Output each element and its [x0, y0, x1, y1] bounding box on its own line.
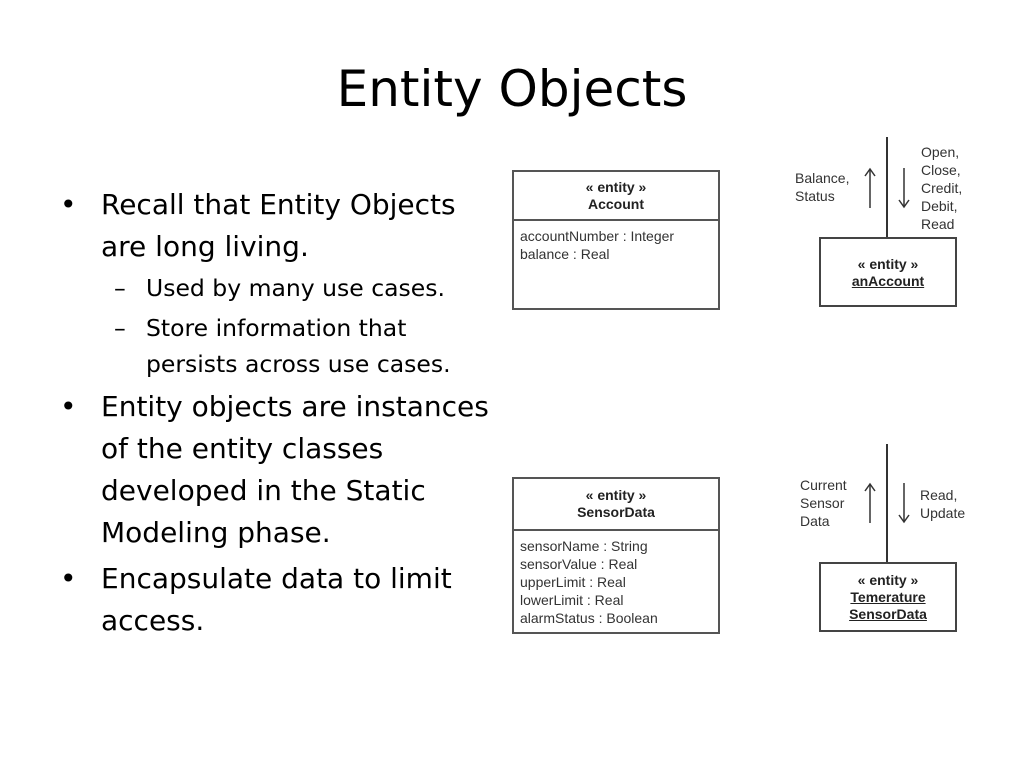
message-line: Data [800, 513, 830, 529]
class-header [514, 172, 718, 221]
bullet-item [56, 184, 496, 268]
class-attribute: sensorValue : Real [520, 556, 638, 572]
message-line: Read, [920, 487, 958, 503]
bullet-item [56, 386, 496, 554]
up-arrow-icon [864, 168, 876, 208]
class-attribute: upperLimit : Real [520, 574, 626, 590]
bullet-dot: • [60, 562, 77, 595]
lifeline [886, 137, 888, 238]
bullet-text: Encapsulate data to limit access. [101, 562, 452, 637]
class-header [514, 479, 718, 531]
incoming-message-label [800, 476, 847, 530]
lifeline [886, 444, 888, 563]
message-line: Sensor [800, 495, 845, 511]
class-attribute: alarmStatus : Boolean [520, 610, 658, 626]
class-attributes [514, 531, 718, 627]
message-line: Balance, [795, 170, 850, 186]
message-line: Update [920, 505, 966, 521]
bullet-list [56, 184, 496, 642]
message-line: Credit, [921, 180, 963, 196]
bullet-dot: • [60, 188, 77, 221]
up-arrow-icon [864, 483, 876, 523]
object-stereotype: « entity » [857, 572, 919, 588]
class-name: SensorData [577, 504, 655, 520]
outgoing-message-label [921, 143, 962, 233]
sensordata-class-box [512, 477, 720, 634]
sub-bullet-dash: – [114, 274, 126, 302]
bullet-dot: • [60, 390, 77, 423]
bullet-item [56, 558, 496, 642]
sub-bullet-text: Store information that persists across use cases. [146, 314, 451, 378]
incoming-message-label [795, 169, 849, 205]
class-attribute: accountNumber : Integer [520, 228, 675, 244]
message-line: Read [921, 216, 955, 232]
object-name: SensorData [849, 606, 927, 622]
object-name: Temerature [850, 589, 926, 605]
sub-bullet-text: Used by many use cases. [146, 274, 445, 302]
sub-bullet-item [56, 270, 496, 306]
object-name: anAccount [851, 273, 925, 289]
sensordata-object-box [819, 562, 957, 632]
class-attribute: balance : Real [520, 246, 610, 262]
message-line: Debit, [921, 198, 958, 214]
message-line: Current [800, 477, 847, 493]
down-arrow-icon [898, 483, 910, 523]
sub-bullet-dash: – [114, 314, 126, 342]
object-stereotype: « entity » [857, 256, 919, 272]
message-line: Status [795, 188, 835, 204]
down-arrow-icon [898, 168, 910, 208]
message-line: Open, [921, 144, 960, 160]
class-attribute: sensorName : String [520, 538, 648, 554]
anaccount-object-box [819, 237, 957, 307]
bullet-text: Recall that Entity Objects are long living. [101, 188, 456, 263]
slide-title: Entity Objects [336, 60, 688, 118]
class-stereotype: « entity » [585, 487, 647, 503]
class-name: Account [588, 196, 644, 212]
account-class-box [512, 170, 720, 310]
outgoing-message-label [920, 486, 965, 522]
class-attribute: lowerLimit : Real [520, 592, 624, 608]
message-line: Close, [921, 162, 961, 178]
class-stereotype: « entity » [585, 179, 647, 195]
sub-bullet-item [56, 310, 496, 382]
class-attributes [514, 221, 718, 263]
bullet-text: Entity objects are instances of the entity classes developed in the Static Modeling phase. [101, 390, 489, 549]
